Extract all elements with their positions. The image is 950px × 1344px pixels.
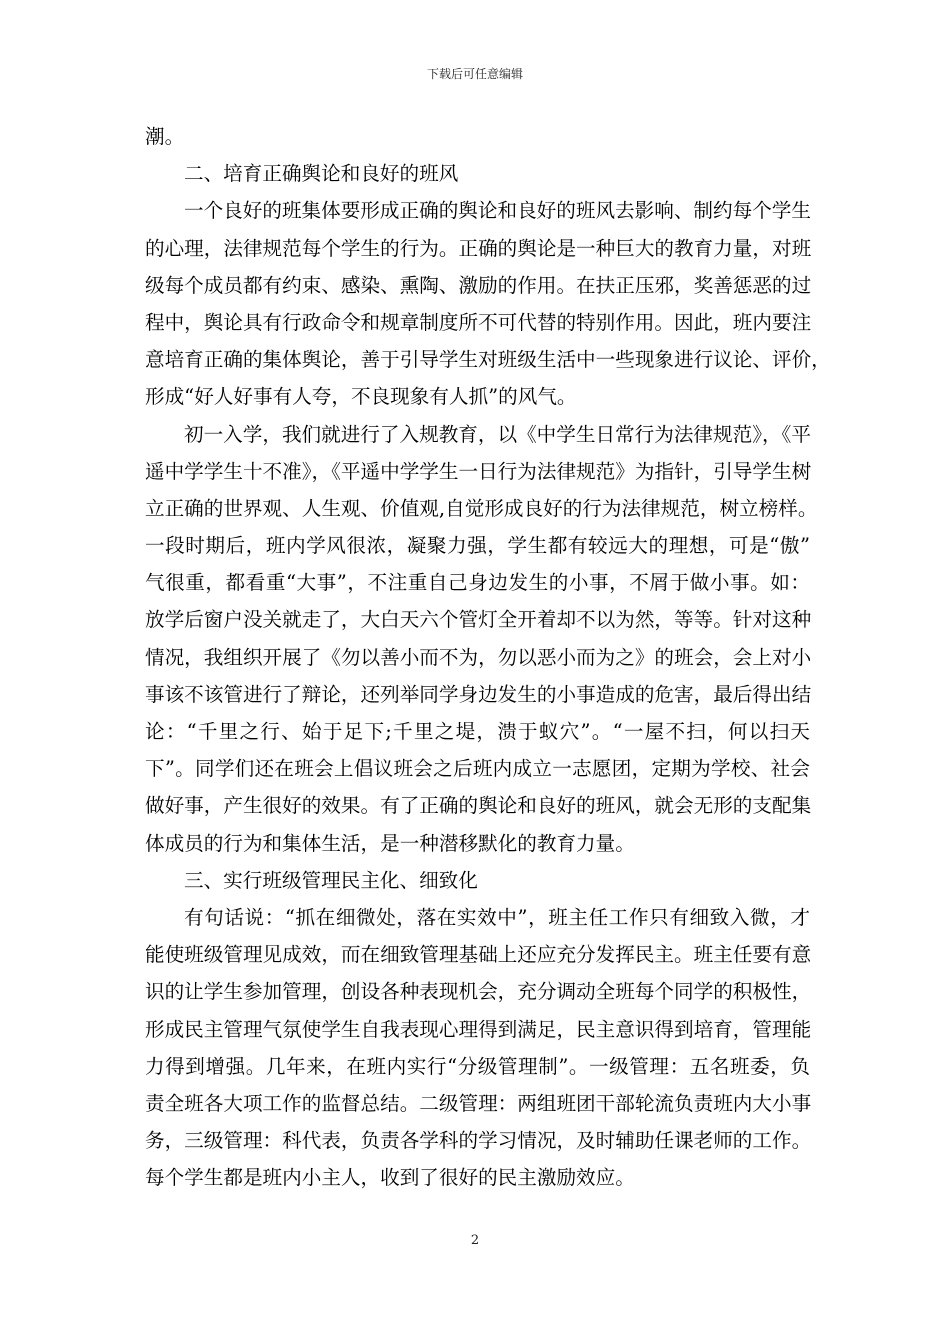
body-line: 气很重，都看重“大事”，不注重自己身边发生的小事，不屑于做小事。如： [145,571,810,595]
body-line: 识的让学生参加管理，创设各种表现机会，充分调动全班每个同学的积极性， [145,980,812,1004]
body-line: 级每个成员都有约束、感染、熏陶、激励的作用。在扶正压邪，奖善惩恶的过 [145,273,812,297]
body-line: 形成“好人好事有人夸，不良现象有人抓”的风气。 [145,385,577,409]
body-line: 做好事，产生很好的效果。有了正确的舆论和良好的班风，就会无形的支配集 [145,794,812,818]
page-number: 2 [470,1233,480,1248]
page-header-note: 下载后可任意编辑 [426,67,523,81]
body-line: 形成民主管理气氛使学生自我表现心理得到满足，民主意识得到培育，管理能 [145,1017,812,1041]
paragraph-first-line: 有句话说：“抓在细微处，落在实效中”，班主任工作只有细致入微，才 [184,905,810,929]
body-line: 论：“千里之行、始于足下;千里之堤，溃于蚁穴”。“一屋不扫，何以扫天 [145,720,810,743]
body-line: 的心理，法律规范每个学生的行为。正确的舆论是一种巨大的教育力量，对班 [145,236,812,260]
body-line: 情况，我组织开展了《勿以善小而不为，勿以恶小而为之》的班会，会上对小 [145,645,812,669]
section-heading: 二、培育正确舆论和良好的班风 [184,162,459,186]
body-line: 事该不该管进行了辩论，还列举同学身边发生的小事造成的危害，最后得出结 [145,682,812,706]
body-line: 责全班各大项工作的监督总结。二级管理：两组班团干部轮流负责班内大小事 [145,1091,812,1115]
paragraph-first-line: 一个良好的班集体要形成正确的舆论和良好的班风去影响、制约每个学生 [184,199,811,223]
document-body [145,118,831,1196]
body-line: 程中，舆论具有行政命令和规章制度所不可代替的特别作用。因此，班内要注 [145,310,812,334]
section-heading: 三、实行班级管理民主化、细致化 [184,868,478,892]
body-line: 一段时期后，班内学风很浓，凝聚力强，学生都有较远大的理想，可是“傲” [145,534,810,558]
body-line: 下”。同学们还在班会上倡议班会之后班内成立一志愿团，定期为学校、社会 [145,757,810,781]
body-line: 意培育正确的集体舆论，善于引导学生对班级生活中一些现象进行议论、评价， [145,348,831,372]
body-line: 体成员的行为和集体生活，是一种潜移默化的教育力量。 [145,831,635,855]
paragraph-first-line: 初一入学，我们就进行了入规教育，以《中学生日常行为法律规范》，《平 [184,422,811,446]
body-line: 务，三级管理：科代表，负责各学科的学习情况，及时辅助任课老师的工作。 [145,1129,812,1153]
body-line: 潮。 [145,125,185,148]
body-line: 放学后窗户没关就走了，大白天六个管灯全开着却不以为然，等等。针对这种 [145,608,812,632]
body-line: 力得到增强。几年来，在班内实行“分级管理制”。一级管理：五名班委，负 [145,1054,810,1078]
body-line: 遥中学学生十不准》，《平遥中学学生一日行为法律规范》为指针，引导学生树 [145,459,812,483]
body-line: 立正确的世界观、人生观、价值观,自觉形成良好的行为法律规范，树立榜样。 [145,496,818,520]
body-line: 每个学生都是班内小主人，收到了很好的民主激励效应。 [145,1166,635,1190]
body-line: 能使班级管理见成效，而在细致管理基础上还应充分发挥民主。班主任要有意 [145,943,812,967]
